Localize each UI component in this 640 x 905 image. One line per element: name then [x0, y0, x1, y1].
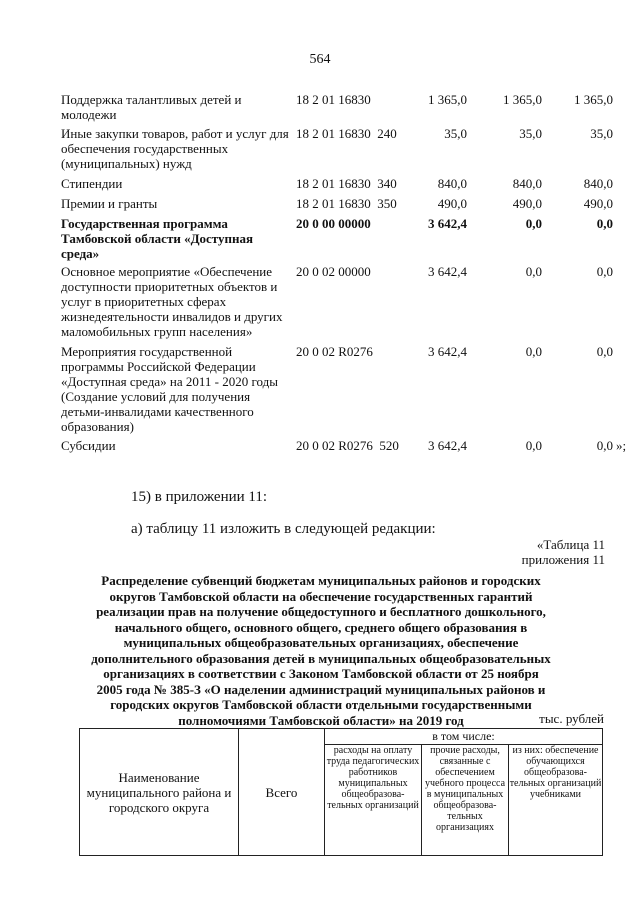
header-name-column: Наименование муниципального района и городского округа: [80, 729, 239, 856]
row-code: 18 2 01 16830 340: [296, 176, 397, 191]
row-value-3: 0,0: [596, 216, 613, 231]
row-name: Премии и гранты: [61, 196, 158, 211]
row-value-1: 3 642,4: [428, 438, 467, 453]
row-value-3: 0,0: [596, 264, 613, 279]
row-code: 20 0 02 R0276 520: [296, 438, 399, 453]
row-value-3: 0,0: [596, 438, 613, 453]
row-value-3: 0,0: [596, 344, 613, 359]
row-code: 20 0 02 00000: [296, 264, 371, 279]
row-value-1: 3 642,4: [428, 264, 467, 279]
row-value-3: 840,0: [583, 176, 613, 191]
units-label: тыс. рублей: [539, 711, 604, 726]
header-textbooks: из них: обеспечение обучающихся общеобразова-тельных организаций учебниками: [509, 745, 603, 856]
closing-quote: »;: [616, 438, 627, 453]
header-total-column: Всего: [239, 729, 325, 856]
row-value-2: 0,0: [525, 438, 542, 453]
row-name: Иные закупки товаров, работ и услуг для обеспечения государственных (муниципальных) нужд: [61, 126, 289, 171]
row-value-1: 840,0: [437, 176, 467, 191]
row-value-2: 490,0: [512, 196, 542, 211]
amendment-subitem-a: а) таблицу 11 изложить в следующей редакции:: [131, 521, 436, 537]
row-name: Государственная программа Тамбовской области «Доступная среда»: [61, 216, 254, 261]
row-name: Субсидии: [61, 438, 116, 453]
row-code: 20 0 02 R0276: [296, 344, 373, 359]
row-code: 18 2 01 16830 350: [296, 196, 397, 211]
page-number: 564: [309, 52, 331, 67]
header-including: в том числе:: [325, 729, 603, 745]
row-value-2: 0,0: [525, 344, 542, 359]
row-value-3: 35,0: [590, 126, 613, 141]
row-value-2: 35,0: [519, 126, 542, 141]
row-value-2: 0,0: [525, 216, 542, 231]
row-name: Основное мероприятие «Обеспечение доступности приоритетных объектов и услуг в приоритетных сферах жизнедеятельности инвалидов и других маломобильных групп населения»: [61, 264, 283, 339]
row-value-2: 840,0: [512, 176, 542, 191]
row-name: Стипендии: [61, 176, 123, 191]
row-value-2: 0,0: [525, 264, 542, 279]
amendment-item-15: 15) в приложении 11:: [131, 489, 268, 505]
header-teacher-salary: расходы на оплату труда педагогических работников муниципальных общеобразова-тельных организаций: [325, 745, 422, 856]
table-reference: [470, 537, 605, 567]
table-reference-line-1: «Таблица 11: [536, 537, 605, 552]
row-code: 18 2 01 16830 240: [296, 126, 397, 141]
subvention-table-header: [79, 728, 603, 856]
table-reference-line-2: приложения 11: [521, 552, 605, 567]
row-value-1: 3 642,4: [428, 216, 467, 231]
row-value-1: 35,0: [444, 126, 467, 141]
row-value-1: 490,0: [437, 196, 467, 211]
row-value-3: 490,0: [583, 196, 613, 211]
row-value-1: 3 642,4: [428, 344, 467, 359]
row-name: Мероприятия государственной программы Российской Федерации «Доступная среда» на 2011 - 2020 годы (Создание условий для получения детьми-инвалидами качественного образования): [61, 344, 278, 434]
row-code: 20 0 00 00000: [296, 216, 371, 231]
table-title: Распределение субвенций бюджетам муниципальных районов и городских округов Тамбовской области на обеспечение государственных гарантий реализации прав на получение общедоступного и бесплатного дошкольного, начального общего, основного общего, среднего общего образования в муниципальных общеобразовательных организациях, обеспечение дополнительного образования детей в муниципальных общеобразовательных организациях в соответствии с Законом Тамбовской области от 25 ноября 2005 года № 385-З «О наделении администраций муниципальных районов и городских округов Тамбовской области отдельными государственными полномочиями Тамбовской области» на 2019 год: [91, 573, 551, 728]
row-value-3: 1 365,0: [574, 92, 613, 107]
header-other-expenses: прочие расходы, связанные с обеспечением учебного процесса в муниципальных общеобразова-тельных организациях: [422, 745, 509, 856]
row-code: 18 2 01 16830: [296, 92, 371, 107]
row-value-1: 1 365,0: [428, 92, 467, 107]
row-name: Поддержка талантливых детей и молодежи: [61, 92, 242, 122]
row-value-2: 1 365,0: [503, 92, 542, 107]
